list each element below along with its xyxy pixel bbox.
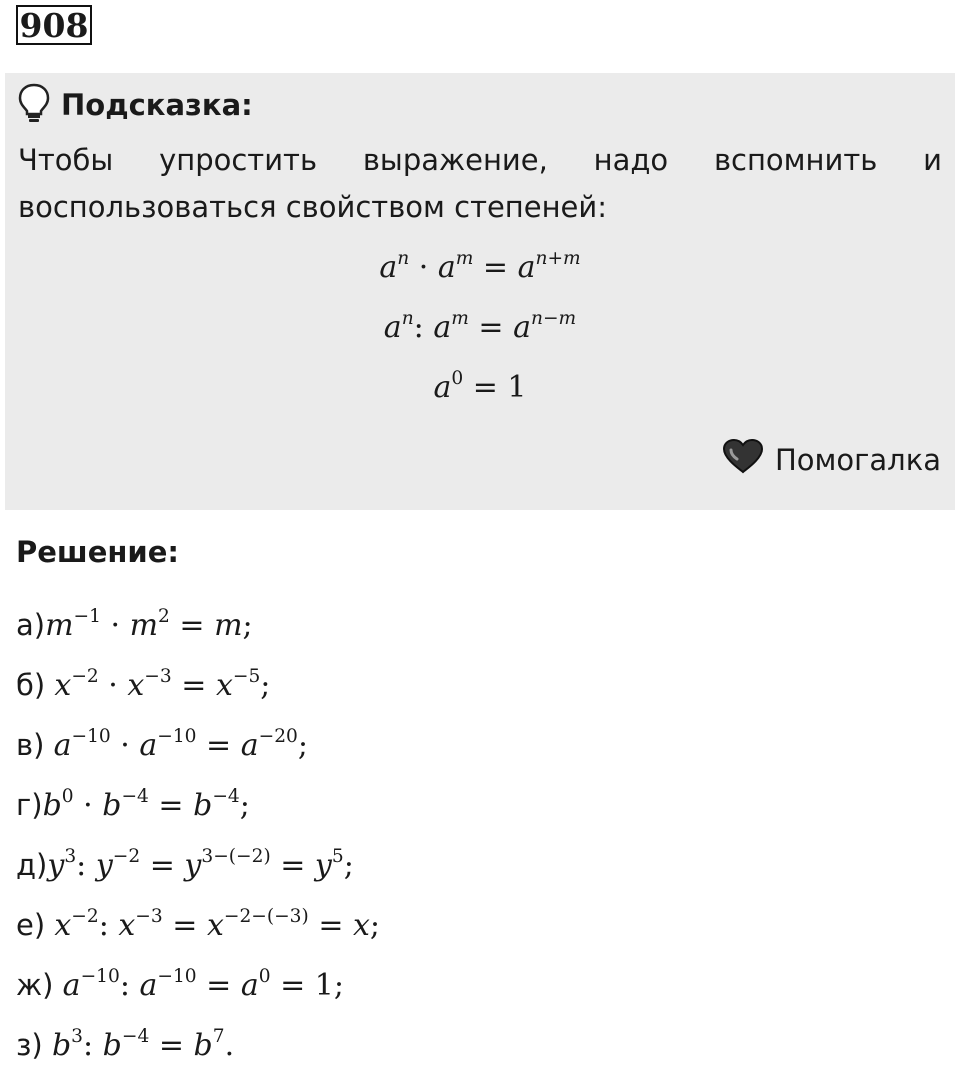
solution-item-zh: ж) $a^{-10}$: $a^{-10} = a^0 = 1$; [16,966,344,1003]
lightbulb-icon [17,83,51,127]
item-label: в) [16,728,45,762]
hint-line-2: воспользоваться свойством степеней: [18,190,608,224]
brand-label: Помогалка [775,442,941,477]
item-label: ж) [16,968,54,1002]
hint-header [17,83,253,127]
brand-link[interactable] [721,438,941,481]
solution-item-d: $д)y^3$: $y^{-2} = y^{3-(-2)} = y^5$; [16,846,354,883]
solution-item-g: $г)b^0 \cdot b^{-4} = b^{-4}$; [16,786,250,823]
task-number: 908 [16,5,92,45]
solution-title: Решение: [16,535,180,569]
power-rules [5,238,955,418]
hint-title: Подсказка: [61,88,253,122]
solution-item-e: е) $x^{-2}$: $x^{-3} = x^{-2-(-3)} = x$; [16,906,381,943]
solution-item-z: з) $b^3$: $b^{-4} = b^7$. [16,1026,235,1063]
solution-item-a: $а)m^{-1} \cdot m^2 = m$; [16,606,253,643]
hint-text [18,137,942,231]
hint-panel [5,73,955,510]
formula-product: $a^n \cdot a^m = a^{n+m}$ [379,248,581,285]
item-label: з) [16,1028,43,1062]
solution-item-v: в) $a^{-10} \cdot a^{-10} = a^{-20}$; [16,726,308,763]
item-label: г) [16,788,43,822]
heart-icon [721,438,765,481]
item-label: б) [16,668,46,702]
solution-item-b: б) $x^{-2} \cdot x^{-3} = x^{-5}$; [16,666,271,703]
formula-zero-power: $a^0 = 1$ [433,368,527,405]
item-label: е) [16,908,46,942]
hint-line-1: Чтобы упростить выражение, надо вспомнить и [18,143,942,177]
item-label: а) [16,608,46,642]
item-label: д) [16,848,48,882]
solution-list [16,595,380,1075]
formula-quotient: $a^n$: $a^m = a^{n-m}$ [383,308,577,345]
